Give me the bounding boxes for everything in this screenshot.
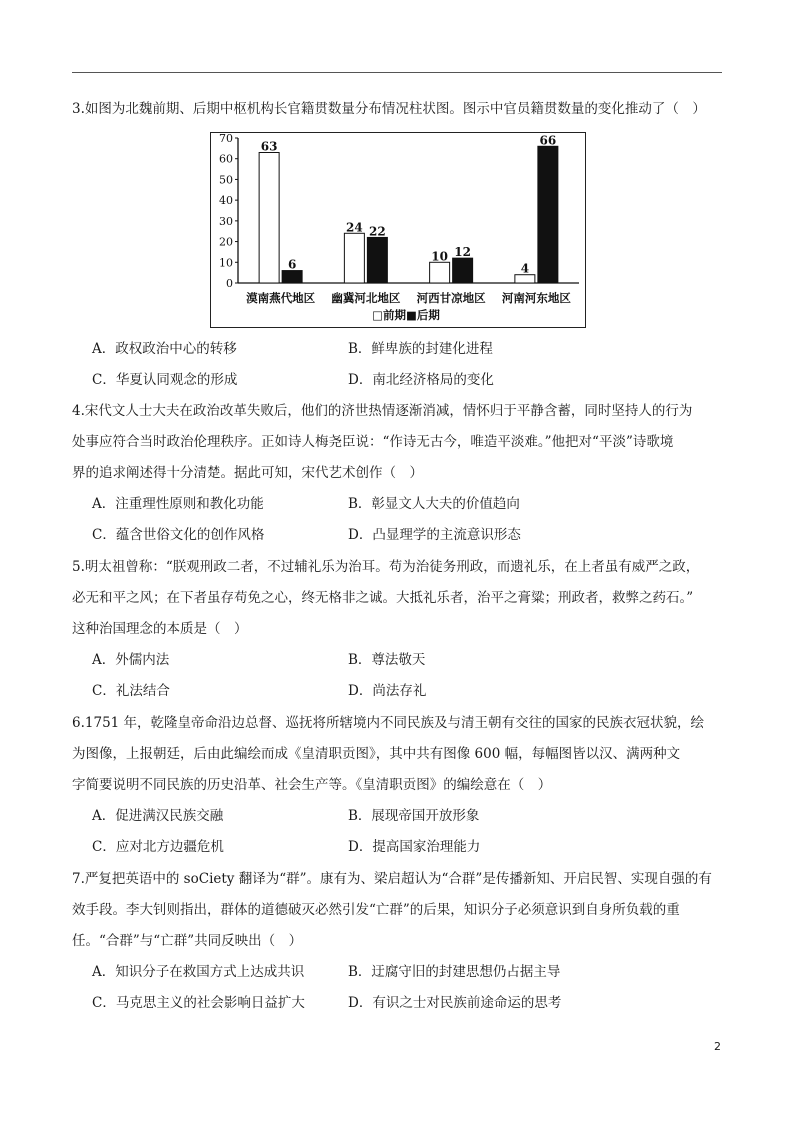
option-d[interactable]: D．有识之士对民族前途命运的思考 [348, 995, 562, 1011]
option-d[interactable]: D．尚法存礼 [348, 683, 427, 699]
category-label: 河西甘凉地区 [416, 291, 486, 305]
bar-early [515, 275, 535, 283]
page-number: 2 [714, 1040, 721, 1053]
header-rule [72, 72, 722, 73]
option-b[interactable]: B．尊法敬天 [348, 652, 426, 668]
question-6-stem-line-1: 6.1751 年，乾隆皇帝命沿边总督、巡抚将所辖境内不同民族及与清王朝有交往的国家的民族衣冠状貌，绘 [72, 715, 705, 731]
chart-legend: □前期■后期 [372, 308, 440, 322]
category-label: 漠南燕代地区 [246, 291, 316, 305]
data-label: 12 [454, 245, 471, 260]
question-7 [72, 864, 724, 1019]
option-c[interactable]: C．蕴含世俗文化的创作风格 [92, 527, 265, 543]
data-label: 63 [260, 139, 278, 154]
bar-late [367, 237, 387, 283]
bar-early [344, 233, 364, 283]
y-tick-label: 50 [219, 173, 233, 187]
option-a[interactable]: A．外儒内法 [92, 652, 170, 668]
question-4-stem-line-1: 4.宋代文人士大夫在政治改革失败后，他们的济世热情逐渐消减，情怀归于平静含蓄，同时坚持人的行为 [72, 403, 693, 419]
bar-late [453, 258, 473, 283]
bar-chart-svg [211, 133, 584, 326]
option-b[interactable]: B．展现帝国开放形象 [348, 808, 480, 824]
y-tick-label: 10 [219, 256, 233, 270]
question-7-stem-line-2: 效手段。李大钊则指出，群体的道德破灭必然引发“亡群”的后果，知识分子必须意识到自身所负载的重 [72, 902, 680, 918]
option-b[interactable]: B．鲜卑族的封建化进程 [348, 341, 493, 357]
option-a[interactable]: A．知识分子在救国方式上达成共识 [92, 964, 305, 980]
y-tick-label: 70 [219, 133, 233, 145]
option-a[interactable]: A．促进满汉民族交融 [92, 808, 224, 824]
data-label: 24 [346, 220, 363, 235]
option-c[interactable]: C．马克思主义的社会影响日益扩大 [92, 995, 305, 1011]
bar-late [538, 146, 558, 283]
question-5-stem-line-1: 5.明太祖曾称：“朕观刑政二者，不过辅礼乐为治耳。苟为治徒务刑政，而遗礼乐，在上者虽有威严之政， [72, 559, 700, 575]
data-label: 22 [369, 224, 386, 239]
option-a[interactable]: A．注重理性原则和教化功能 [92, 496, 264, 512]
option-b[interactable]: B．彰显文人大夫的价值趋向 [348, 496, 520, 512]
question-5-stem-line-3: 这种治国理念的本质是（ ） [72, 621, 248, 637]
option-c[interactable]: C．礼法结合 [92, 683, 170, 699]
option-d[interactable]: D．凸显理学的主流意识形态 [348, 527, 521, 543]
y-tick-label: 40 [219, 194, 233, 208]
y-tick-label: 60 [219, 152, 233, 166]
question-5-stem-line-2: 必无和平之风；在下者虽存苟免之心，终无格非之诚。大抵礼乐者，治平之膏粱；刑政者，救弊之药石。” [72, 590, 694, 606]
question-3-stem: 3.如图为北魏前期、后期中枢机构长官籍贯数量分布情况柱状图。图示中官员籍贯数量的变化推动了（ ） [72, 101, 706, 117]
data-label: 10 [431, 249, 448, 264]
data-label: 6 [287, 257, 297, 272]
bar-chart [210, 132, 586, 328]
question-4 [72, 396, 724, 551]
option-a[interactable]: A．政权政治中心的转移 [92, 341, 237, 357]
bar-early [430, 262, 450, 283]
question-5 [72, 552, 724, 707]
data-label: 4 [520, 261, 530, 276]
question-4-stem-line-3: 界的追求阐述得十分清楚。据此可知，宋代艺术创作（ ） [72, 465, 423, 481]
question-4-stem-line-2: 处事应符合当时政治伦理秩序。正如诗人梅尧臣说：“作诗无古今，唯造平淡难。”他把对“平淡”诗歌境 [72, 434, 674, 450]
category-label: 河南河东地区 [501, 291, 571, 305]
y-tick-label: 30 [219, 214, 233, 228]
question-7-stem-line-3: 任。“合群”与“亡群”共同反映出（ ） [72, 933, 303, 949]
option-b[interactable]: B．迂腐守旧的封建思想仍占据主导 [348, 964, 561, 980]
category-label: 幽冀河北地区 [331, 291, 401, 305]
bar-early [259, 153, 279, 284]
question-6 [72, 708, 724, 863]
option-c[interactable]: C．应对北方边疆危机 [92, 839, 224, 855]
option-c[interactable]: C．华夏认同观念的形成 [92, 372, 238, 388]
question-6-stem-line-2: 为图像，上报朝廷，后由此编绘而成《皇清职贡图》，其中共有图像 600 幅，每幅图皆以汉、满两种文 [72, 746, 681, 762]
question-7-stem-line-1: 7.严复把英语中的 soCiety 翻译为“群”。康有为、梁启超认为“合群”是传播新知、开启民智、实现自强的有 [72, 871, 712, 887]
y-tick-label: 20 [219, 235, 233, 249]
option-d[interactable]: D．南北经济格局的变化 [348, 372, 494, 388]
question-6-stem-line-3: 字简要说明不同民族的历史沿革、社会生产等。《皇清职贡图》的编绘意在（ ） [72, 777, 552, 793]
option-d[interactable]: D．提高国家治理能力 [348, 839, 481, 855]
bar-late [282, 271, 302, 283]
data-label: 66 [539, 133, 557, 148]
question-3 [72, 94, 724, 125]
question-3-options [72, 334, 724, 396]
y-tick-label: 0 [226, 277, 233, 290]
